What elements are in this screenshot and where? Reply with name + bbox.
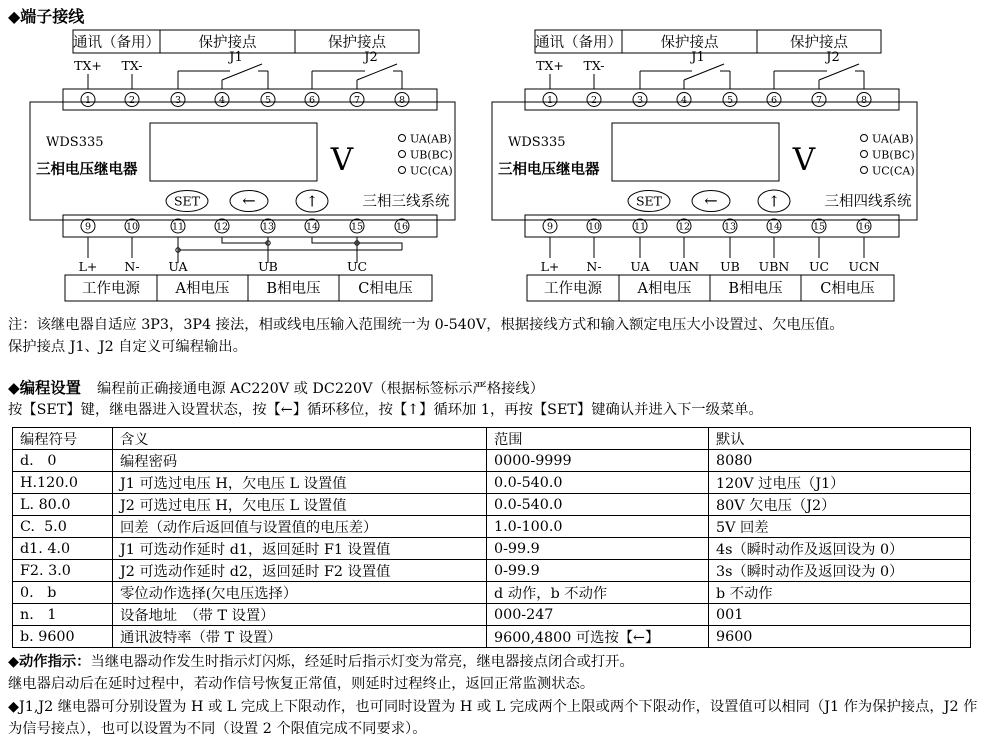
table-cell: J2 可选过电压 H，欠电压 L 设置值 — [113, 494, 487, 516]
terminal-circle-top-number: 6 — [308, 95, 316, 107]
terminal-circle-bottom-number: 11 — [633, 221, 647, 233]
table-cell: L. 80.0 — [13, 494, 113, 516]
terminal-circle-bottom-number: 15 — [812, 221, 826, 233]
table-row — [13, 472, 971, 494]
power-box-label: B相电压 — [728, 281, 783, 297]
indicator-lamp-icon — [861, 135, 868, 142]
table-cell: 0000-9999 — [487, 450, 709, 472]
table-cell: H.120.0 — [13, 472, 113, 494]
header-cell-contact2: 保护接点 — [790, 35, 848, 51]
table-cell: 000-247 — [487, 604, 709, 626]
terminal-circle-bottom-number: 12 — [677, 221, 691, 233]
table-cell: d1. 4.0 — [13, 538, 113, 560]
wire-label: UC — [808, 259, 830, 274]
table-cell: 默认 — [709, 428, 971, 450]
indicator-lamp-icon — [861, 151, 868, 158]
terminal-circle-top-number: 6 — [770, 95, 778, 107]
power-box-label: C相电压 — [820, 281, 875, 297]
set-button-label: SET — [173, 193, 201, 209]
wire-label: UB — [720, 259, 740, 274]
terminal-circle-top-number: 8 — [860, 95, 868, 107]
terminal-circle-top-number: 7 — [353, 95, 361, 107]
table-row — [13, 604, 971, 626]
table-cell: 0.0-540.0 — [487, 494, 709, 516]
indicator-label: UB(BC) — [410, 148, 453, 162]
table-row — [13, 560, 971, 582]
table-cell: b. 9600 — [13, 626, 113, 648]
wire-label: UA — [630, 259, 650, 274]
terminal-circle-bottom-number: 16 — [857, 221, 871, 233]
table-header-row — [13, 428, 971, 450]
table-cell: b 不动作 — [709, 582, 971, 604]
indicator-lamp-icon — [861, 167, 868, 174]
terminal-circle-top-number: 5 — [726, 95, 734, 107]
terminal-circle-top-number: 3 — [174, 95, 182, 107]
wire-label: UC — [346, 259, 368, 274]
terminal-circle-bottom-number: 14 — [305, 221, 319, 233]
indicator-lamp-icon — [399, 151, 406, 158]
terminal-circle-top-number: 4 — [680, 95, 688, 107]
terminal-circle-top-number: 4 — [218, 95, 226, 107]
table-cell: d 动作，b 不动作 — [487, 582, 709, 604]
table-cell: n. 1 — [13, 604, 113, 626]
terminal-circle-bottom-number: 13 — [261, 221, 275, 233]
terminal-circle-bottom-number: 12 — [215, 221, 229, 233]
terminal-circle-top-number: 1 — [546, 95, 554, 107]
header-cell-contact1: 保护接点 — [660, 35, 719, 51]
terminal-circle-top-number: 7 — [815, 95, 823, 107]
table-row — [13, 538, 971, 560]
wire-label: N- — [586, 259, 602, 274]
power-box-label: 工作电源 — [82, 281, 140, 297]
header-cell-comm: 通讯（备用） — [73, 35, 160, 51]
contact-blade — [357, 64, 397, 80]
table-cell: C. 5.0 — [13, 516, 113, 538]
table-cell: 范围 — [487, 428, 709, 450]
table-cell: 3s（瞬时动作及返回设为 0） — [709, 560, 971, 582]
meter-unit-label: V — [330, 142, 354, 178]
programming-instruction: 按【SET】键，继电器进入设置状态，按【←】循环移位，按【↑】循环加 1，再按【SET】键确认并进入下一级菜单。 — [8, 402, 763, 418]
contact-j1-label: J1 — [229, 50, 243, 65]
display-window — [612, 123, 779, 181]
system-type-label: 三相四线系统 — [824, 194, 912, 210]
power-box-label: 工作电源 — [544, 281, 602, 297]
programming-intro: 编程前正确接通电源 AC220V 或 DC220V（根据标签标示严格接线） — [96, 381, 545, 397]
power-box-label: A相电压 — [637, 281, 692, 297]
terminal-circle-bottom-number: 10 — [587, 221, 601, 233]
terminal-circle-bottom-number: 9 — [546, 221, 554, 233]
terminal-circle-bottom-number: 11 — [171, 221, 185, 233]
wire-label: L+ — [78, 259, 98, 274]
table-cell: d. 0 — [13, 450, 113, 472]
indicator-lamp-icon — [399, 167, 406, 174]
programming-heading — [8, 376, 544, 398]
terminal-circle-bottom-number: 15 — [350, 221, 364, 233]
terminal-circle-top-number: 3 — [636, 95, 644, 107]
table-cell: 0-99.9 — [487, 538, 709, 560]
device-name-label: 三相电压继电器 — [36, 161, 138, 178]
table-cell: 通讯波特率（带 T 设置） — [113, 626, 487, 648]
tx-minus-label: TX- — [121, 58, 143, 73]
jumper-12-13 — [222, 237, 268, 243]
indicator-label: UA(AB) — [410, 132, 452, 146]
table-cell: 回差（动作后返回值与设置值的电压差） — [113, 516, 487, 538]
display-window — [150, 123, 317, 181]
table-cell: 编程密码 — [113, 450, 487, 472]
terminal-circle-bottom-number: 16 — [395, 221, 409, 233]
wire-label: UAN — [668, 259, 700, 274]
header-cell-contact2: 保护接点 — [328, 35, 386, 51]
action-note-line2: 继电器启动后在延时过程中，若动作信号恢复正常值，则延时过程终止，返回正常监测状态。 — [8, 676, 595, 693]
header-cell-contact1: 保护接点 — [198, 35, 257, 51]
wire-label: UB — [258, 259, 278, 274]
terminal-circle-top-number: 8 — [398, 95, 406, 107]
table-cell: 0. b — [13, 582, 113, 604]
table-cell: J2 可选动作延时 d2，返回延时 F2 设置值 — [113, 560, 487, 582]
contact-blade — [222, 64, 262, 80]
wire-label: L+ — [540, 259, 560, 274]
power-box-label: B相电压 — [266, 281, 321, 297]
table-cell: 编程符号 — [13, 428, 113, 450]
table-row — [13, 450, 971, 472]
table-cell: 8080 — [709, 450, 971, 472]
table-row — [13, 494, 971, 516]
tx-minus-label: TX- — [583, 58, 605, 73]
indicator-label: UC(CA) — [872, 164, 915, 178]
table-cell: 9600,4800 可选按【←】 — [487, 626, 709, 648]
terminal-circle-top-number: 1 — [84, 95, 92, 107]
wire-label: N- — [124, 259, 140, 274]
wiring-diagram-three-wire — [20, 24, 475, 304]
contact-j1-label: J1 — [691, 50, 705, 65]
table-row — [13, 582, 971, 604]
terminal-circle-bottom-number: 9 — [84, 221, 92, 233]
table-cell: J1 可选过电压 H，欠电压 L 设置值 — [113, 472, 487, 494]
table-cell: 001 — [709, 604, 971, 626]
system-type-label: 三相三线系统 — [362, 194, 450, 210]
model-label: WDS335 — [46, 135, 104, 150]
table-cell: 120V 过电压（J1） — [709, 472, 971, 494]
table-cell: 9600 — [709, 626, 971, 648]
terminal-circle-bottom-number: 13 — [723, 221, 737, 233]
table-row — [13, 516, 971, 538]
contact-blade — [684, 64, 724, 80]
contact-blade — [819, 64, 859, 80]
power-box-label: A相电压 — [175, 281, 230, 297]
wiring-diagram-four-wire — [482, 24, 937, 304]
terminal-circle-bottom-number: 10 — [125, 221, 139, 233]
table-cell: 0-99.9 — [487, 560, 709, 582]
table-cell: J1 可选动作延时 d1，返回延时 F1 设置值 — [113, 538, 487, 560]
tx-plus-label: TX+ — [536, 58, 564, 73]
table-cell: 0.0-540.0 — [487, 472, 709, 494]
j1j2-note: ◆J1,J2 继电器可分别设置为 H 或 L 完成上下限动作，也可同时设置为 H 或 L 完成两个上限或两个下限动作，设置值可以相同（J1 作为保护接点，J2 作为信号接点），也可以设置为不同（设置 2 个限值完成不同要求）。 — [8, 698, 978, 737]
terminal-circle-bottom-number: 14 — [767, 221, 781, 233]
indicator-label: UB(BC) — [872, 148, 915, 162]
table-row — [13, 626, 971, 648]
tx-plus-label: TX+ — [74, 58, 102, 73]
table-cell: 80V 欠电压（J2） — [709, 494, 971, 516]
power-box-label: C相电压 — [358, 281, 413, 297]
terminal-circle-top-number: 5 — [264, 95, 272, 107]
left-arrow-icon: ← — [704, 191, 718, 210]
action-note-line1 — [8, 651, 986, 673]
indicator-label: UA(AB) — [872, 132, 914, 146]
up-arrow-icon: ↑ — [305, 192, 319, 211]
indicator-lamp-icon — [399, 135, 406, 142]
table-cell: 1.0-100.0 — [487, 516, 709, 538]
terminal-strip-top — [63, 89, 437, 110]
table-cell: 含义 — [113, 428, 487, 450]
indicator-label: UC(CA) — [410, 164, 453, 178]
programming-table — [12, 427, 971, 648]
table-cell: F2. 3.0 — [13, 560, 113, 582]
table-cell: 4s（瞬时动作及返回设为 0） — [709, 538, 971, 560]
action-note-text: 当继电器动作发生时指示灯闪烁，经延时后指示灯变为常亮，继电器接点闭合或打开。 — [90, 654, 634, 670]
programming-title: ◆编程设置 — [8, 379, 81, 397]
terminal-circle-top-number: 2 — [128, 95, 136, 107]
terminal-note — [8, 314, 984, 358]
device-name-label: 三相电压继电器 — [498, 161, 600, 178]
terminal-note-line2: 保护接点 J1、J2 自定义可编程输出。 — [8, 339, 247, 355]
set-button-label: SET — [635, 193, 663, 209]
wire-label: UA — [168, 259, 188, 274]
terminal-strip-top — [525, 89, 899, 110]
header-cell-comm: 通讯（备用） — [535, 35, 622, 51]
table-cell: 零位动作选择(欠电压选择） — [113, 582, 487, 604]
wire-label: UCN — [848, 259, 880, 274]
contact-j2-label: J2 — [826, 50, 840, 65]
footer-notes — [8, 651, 986, 740]
wire-label: UBN — [758, 259, 790, 274]
terminal-strip-bottom — [63, 215, 437, 237]
terminal-circle-top-number: 2 — [590, 95, 598, 107]
table-cell: 5V 回差 — [709, 516, 971, 538]
model-label: WDS335 — [508, 135, 566, 150]
contact-j2-label: J2 — [364, 50, 378, 65]
left-arrow-icon: ← — [242, 191, 256, 210]
action-note-title: ◆动作指示： — [8, 654, 91, 670]
section-title-terminal-wiring: ◆端子接线 — [8, 7, 85, 26]
table-cell: 设备地址 （带 T 设置） — [113, 604, 487, 626]
up-arrow-icon: ↑ — [767, 192, 781, 211]
terminal-note-line1: 注：该继电器自适应 3P3，3P4 接法，相或线电压输入范围统一为 0-540V，根据接线方式和输入额定电压大小设置过、欠电压值。 — [8, 317, 844, 333]
meter-unit-label: V — [792, 142, 816, 178]
terminal-strip-bottom — [525, 215, 899, 237]
